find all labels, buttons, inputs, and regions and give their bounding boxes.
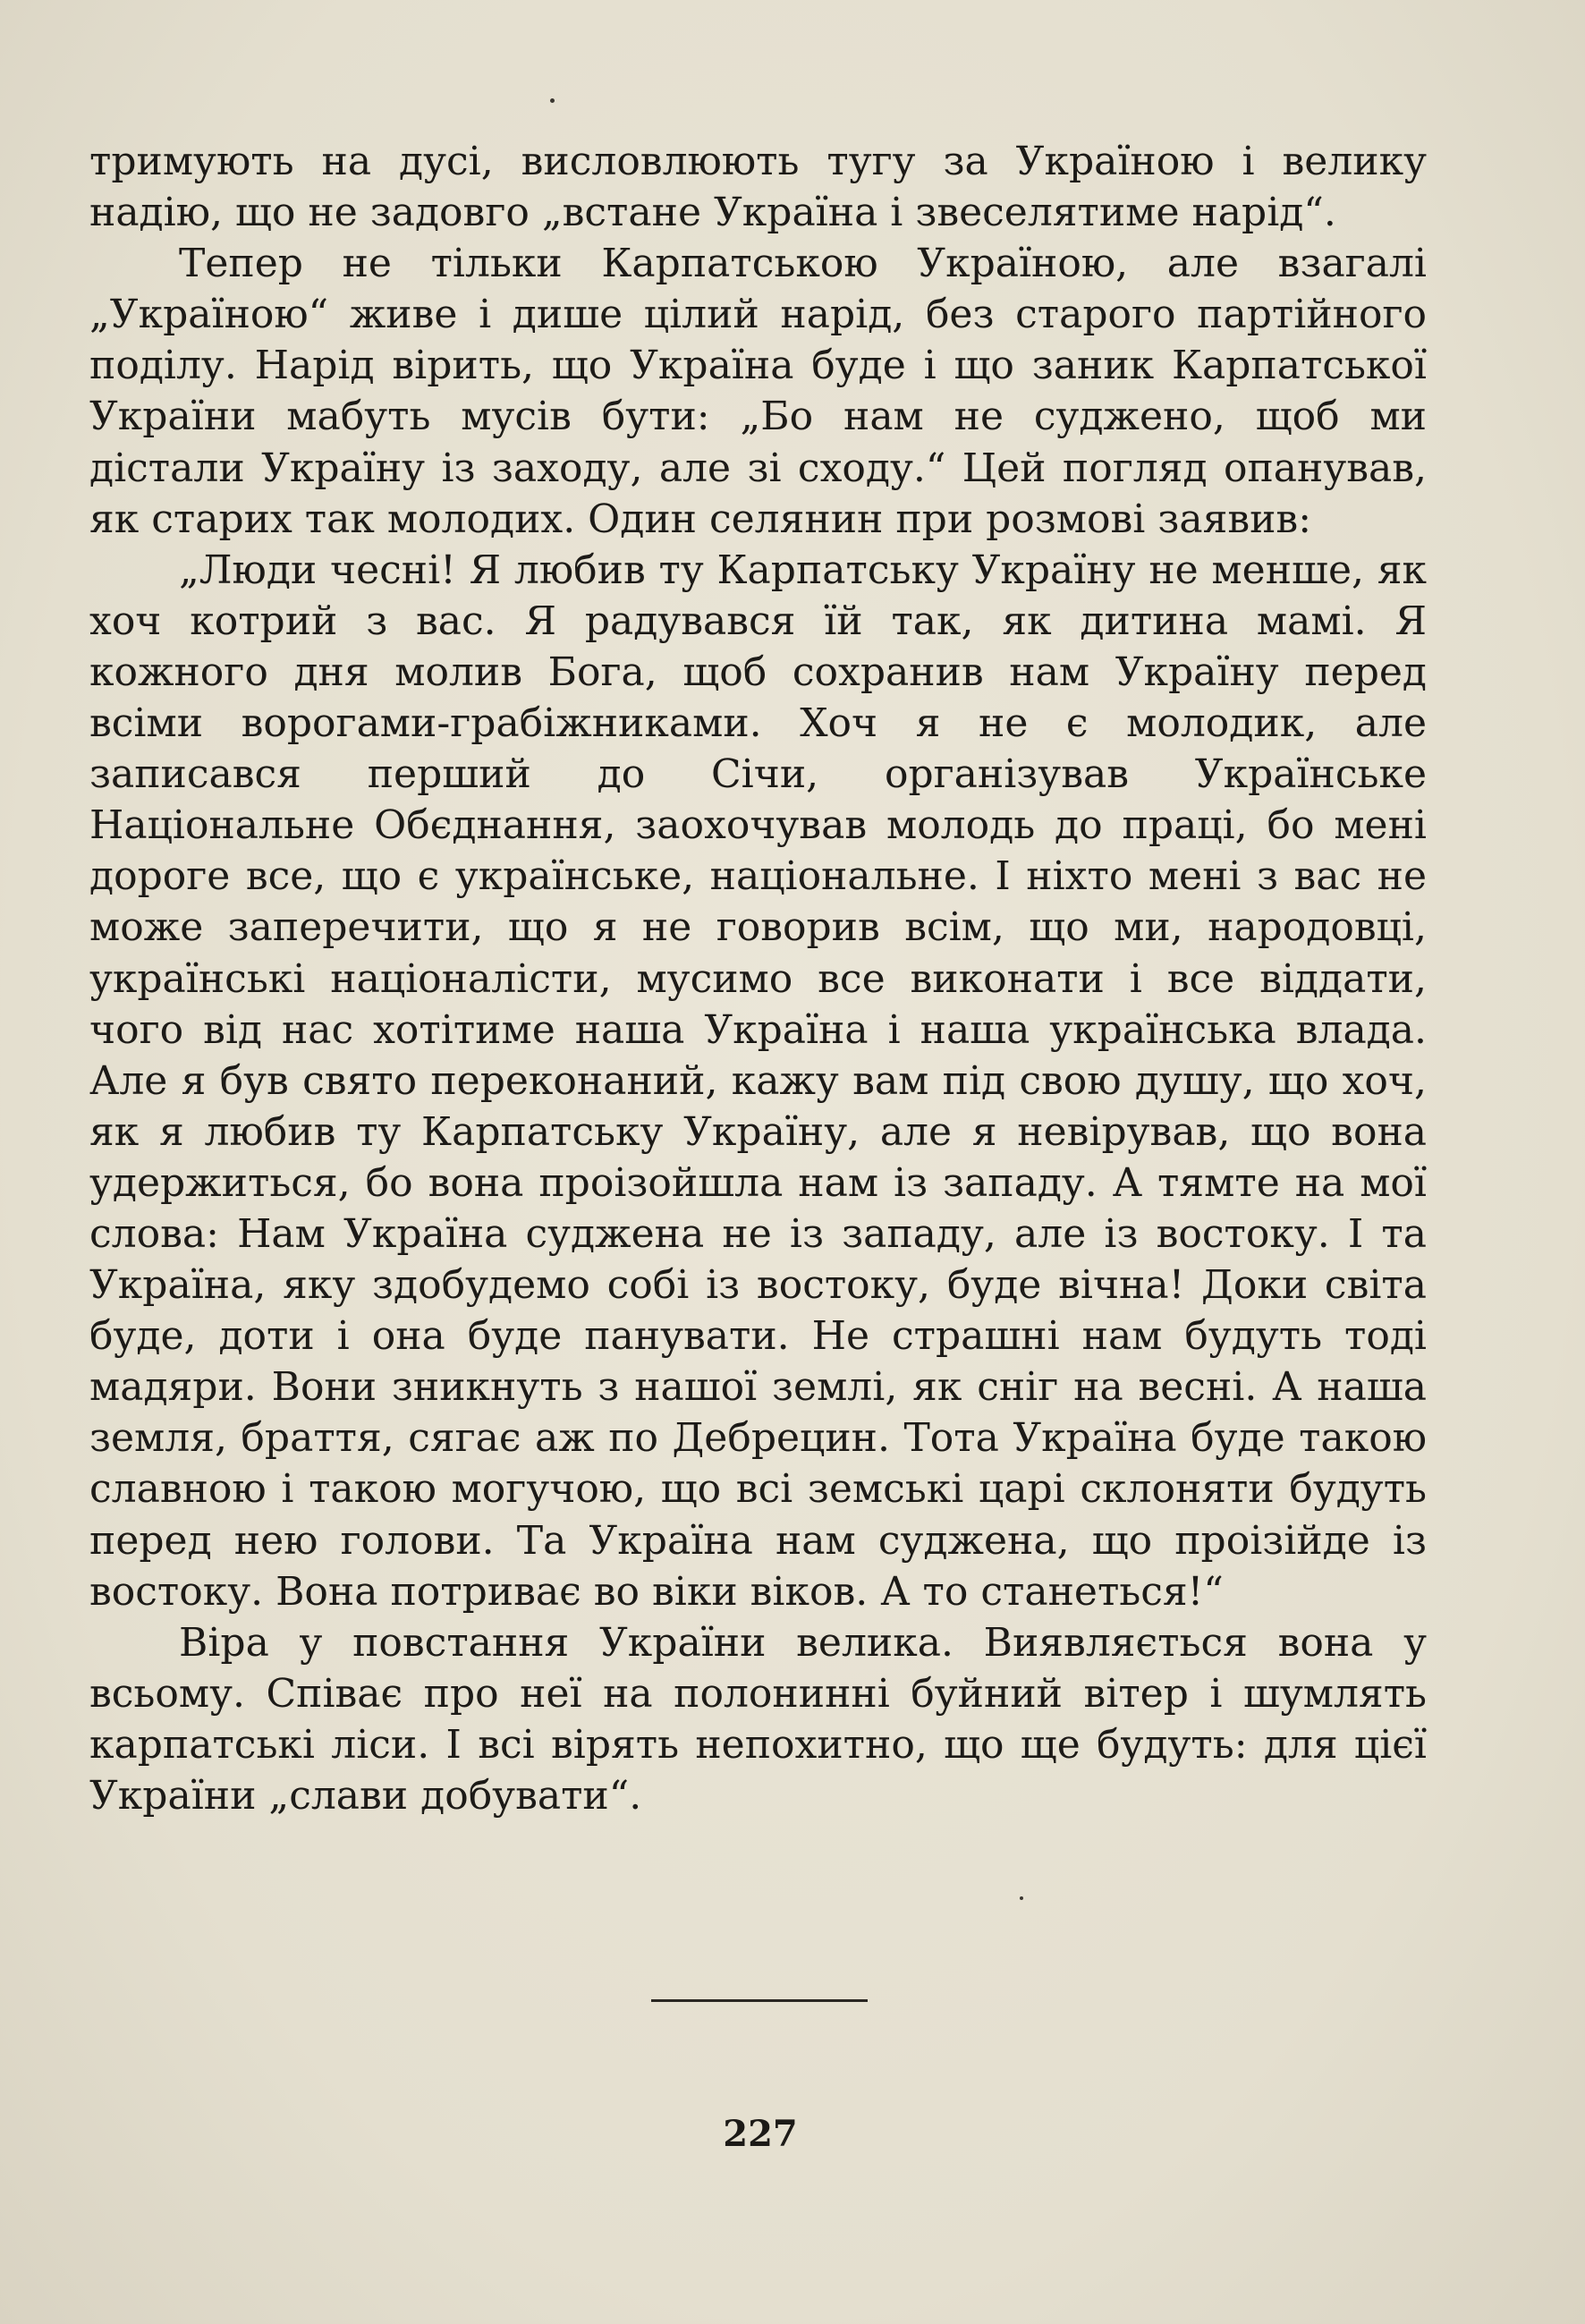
paragraph-3-quote: „Люди чесні! Я любив ту Карпатську Україну не менше, як хоч котрий з вас. Я радувався їй так, як дитина мамі. Я кожного дня молив Бога, щоб сохранив нам Україну перед всіми ворогами-грабіжниками. Хоч я не є молодик, але записався перший до Січи, організував Українське Національне Обєднання, заохочував молодь до праці, бо мені дороге все, що є українське, національне. І ніхто мені з вас не може заперечити, що я не говорив всім, що ми, народовці, українські націоналісти, мусимо все виконати і все віддати, чого від нас хотітиме наша Україна і наша українська влада. Але я був свято переконаний, кажу вам під свою душу, що хоч, як я любив ту Карпатську Україну, але я невірував, що вона удержиться, бо вона проізойшла нам із западу. А тямте на мої слова: Нам Україна суджена не із западу, але із востоку. І та Україна, яку здобудемо собі із востоку, буде вічна! Доки світа буде, доти і она буде панувати. Не страшні нам будуть тоді мадяри. Вони зникнуть з нашої землі, як сніг на весні. А наша земля, браття, сягає аж по Дебрецин. Тота Україна буде такою славною і такою могучою, що всі земські царі склоняти будуть перед нею голови. Та Україна нам суджена, що проізійде із востоку. Вона потриває во віки віков. А то станеться!“: [89, 547, 1427, 1615]
paragraph-2: Тепер не тільки Карпатською Україною, але взагалі „Україною“ живе і дише цілий нарід, без старого партійного поділу. Нарід вірить, що Україна буде і що заник Карпатської України мабуть мусів бути: „Бо нам не суджено, щоб ми дістали Україну із заходу, але зі сходу.“ Цей погляд опанував, як старих так молодих. Один селянин при розмові заявив:: [89, 241, 1427, 542]
paper-speck: [550, 98, 555, 103]
paragraph-1: тримують на дусі, висловлюють тугу за Україною і велику надію, що не задовго „встане Україна і звеселятиме нарід“.: [89, 139, 1427, 236]
paper-speck: [1020, 1896, 1023, 1900]
section-divider: [651, 1999, 868, 2002]
body-text: [89, 136, 1427, 1821]
page-number: 227: [723, 2113, 798, 2155]
paragraph-4: Віра у повстання України велика. Виявляється вона у всьому. Співає про неї на полонинні буйний вітер і шумлять карпатські ліси. І всі вірять непохитно, що ще будуть: для цієї України „слави добувати“.: [89, 1619, 1427, 1819]
